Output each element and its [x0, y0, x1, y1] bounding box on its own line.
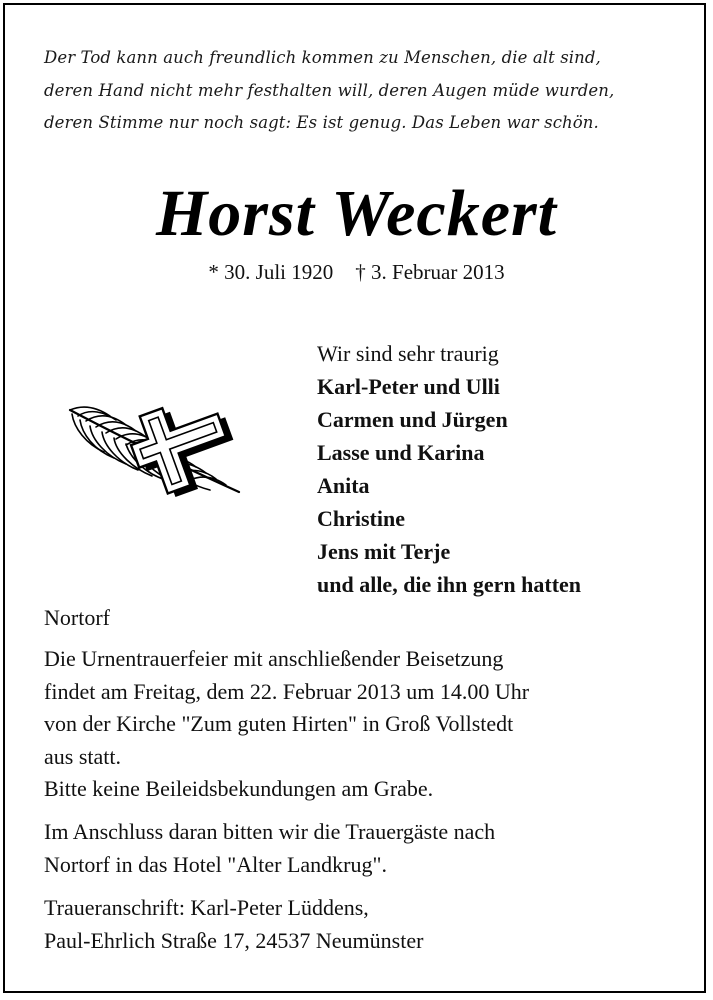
place-line: Nortorf [44, 605, 110, 630]
ceremony-line: von der Kirche "Zum guten Hirten" in Groß Vollstedt [44, 711, 514, 736]
ceremony-line: Bitte keine Beileidsbekundungen am Grabe. [44, 776, 434, 801]
address-line: Paul-Ehrlich Straße 17, 24537 Neumünster [44, 927, 424, 953]
motto-line: deren Hand nicht mehr festhalten will, deren Augen müde wurden, [44, 80, 615, 100]
mourner-name: und alle, die ihn gern hatten [317, 572, 582, 597]
place-name [44, 602, 684, 635]
mourner-name: Jens mit Terje [317, 539, 451, 564]
life-dates [0, 257, 713, 287]
motto-verse [44, 42, 684, 140]
mourner-name: Karl-Peter und Ulli [317, 374, 500, 399]
reception-line: Im Anschluss daran bitten wir die Trauergäste nach [44, 819, 496, 844]
mourners-block [317, 337, 697, 601]
address-line: Traueranschrift: Karl-Peter Lüddens, [44, 895, 369, 920]
cross-with-palm-leaf-icon [64, 398, 258, 500]
ceremony-announcement [44, 643, 684, 806]
mourner-name: Lasse und Karina [317, 440, 485, 465]
mourner-name: Anita [317, 473, 370, 498]
mourners-list [317, 370, 697, 601]
mourner-name: Christine [317, 506, 405, 531]
mourners-intro: Wir sind sehr traurig [317, 341, 499, 366]
death-date: † 3. Februar 2013 [355, 260, 505, 284]
ceremony-line: findet am Freitag, dem 22. Februar 2013 um 14.00 Uhr [44, 678, 530, 704]
reception-line: Nortorf in das Hotel "Alter Landkrug". [44, 851, 387, 877]
deceased-name: Horst Weckert [155, 177, 558, 250]
ceremony-line: aus statt. [44, 743, 121, 769]
motto-line: Der Tod kann auch freundlich kommen zu Menschen, die alt sind, [44, 48, 601, 67]
mourning-address [44, 892, 684, 957]
reception-invitation [44, 816, 684, 881]
mourner-name: Carmen und Jürgen [317, 407, 508, 432]
birth-date: * 30. Juli 1920 [208, 260, 334, 284]
motto-line: deren Stimme nur noch sagt: Es ist genug. Das Leben war schön. [44, 113, 599, 132]
ceremony-line: Die Urnentrauerfeier mit anschließender Beisetzung [44, 646, 504, 671]
